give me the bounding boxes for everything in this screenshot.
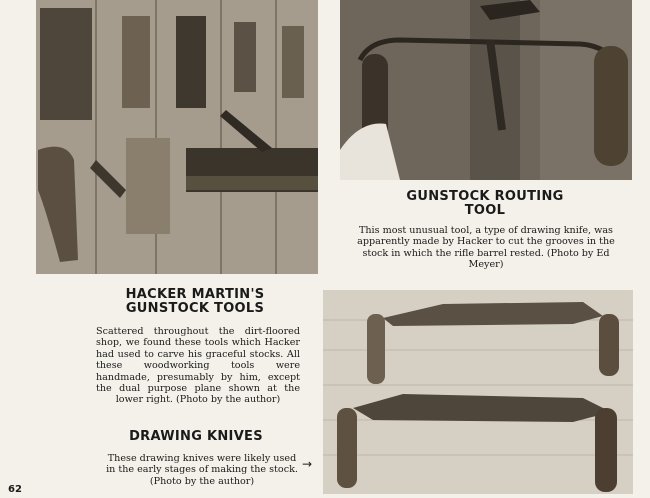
routing-tool-title-line1: GUNSTOCK ROUTING: [406, 189, 564, 204]
photo-gunstock-tools: [36, 0, 318, 274]
routing-tool-caption: This most unusual tool, a type of drawing knife, was apparently made by Hacker to cut the grooves in the stock in which the rifle barrel rested. (Photo by Ed Meyer): [357, 225, 615, 271]
page-number: 62: [8, 484, 22, 495]
drawing-knives-title: DRAWING KNIVES: [129, 429, 263, 444]
routing-tool-title-line2: TOOL: [464, 203, 506, 218]
gunstock-tools-title: [90, 288, 300, 316]
photo-routing-tool: [340, 0, 632, 180]
photo-drawing-knives: [323, 290, 633, 494]
routing-tool-title: [380, 190, 590, 218]
gunstock-tools-title-line2: GUNSTOCK TOOLS: [125, 301, 265, 316]
drawing-knives-caption: These drawing knives were likely used in the early stages of making the stock. (Photo by the author): [106, 453, 298, 487]
gunstock-tools-title-line1: HACKER MARTIN'S: [125, 287, 265, 302]
pointer-arrow-icon: →: [302, 457, 313, 471]
gunstock-tools-caption: Scattered throughout the dirt-floored shop, we found these tools which Hacker had used to carve his graceful stocks. All these woodworking tools were handmade, presumably by him, except the dual purpose plane shown at the lower right. (Photo by the author): [96, 326, 300, 406]
